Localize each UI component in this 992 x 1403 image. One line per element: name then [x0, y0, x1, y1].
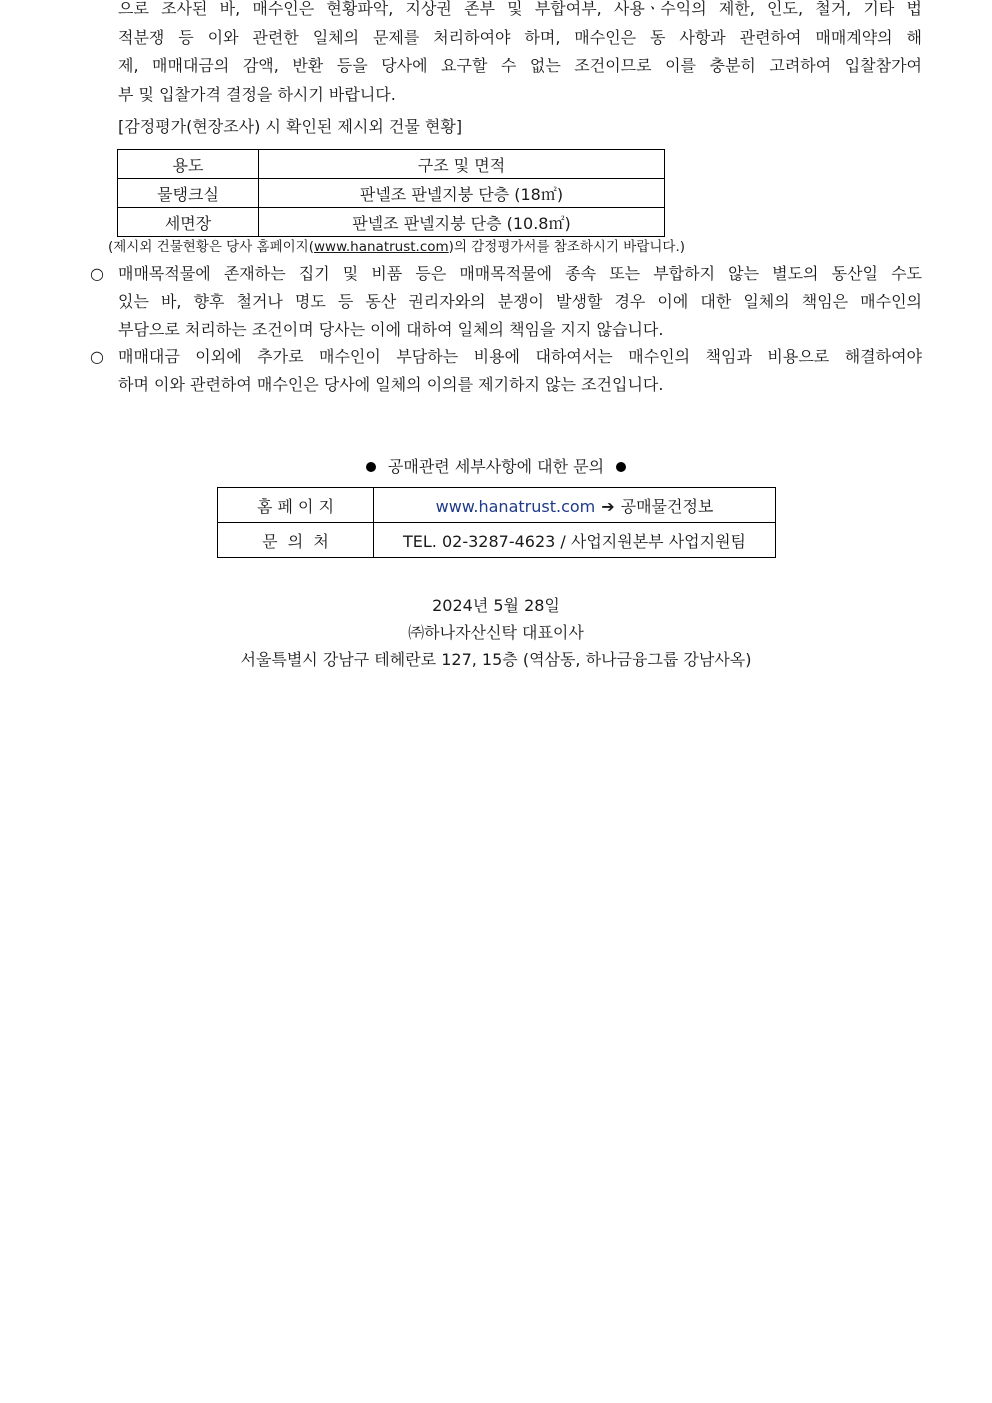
- header-usage: 용도: [118, 150, 259, 179]
- company-address: 서울특별시 강남구 테헤란로 127, 15층 (역삼동, 하나금융그룹 강남사옥): [240, 650, 752, 669]
- issue-date: 2024년 5월 28일: [432, 596, 560, 615]
- bullet-line: 하며 이와 관련하여 매수인은 당사에 일체의 이의를 제기하지 않는 조건입니다.: [118, 375, 664, 394]
- bullet-dot-icon: [616, 462, 626, 472]
- bullet-dot-icon: [366, 462, 376, 472]
- table-cell: 판넬조 판넬지붕 단층 (10.8㎡): [259, 208, 665, 237]
- building-table: [117, 149, 665, 237]
- note-prefix: (제시외 건물현황은 당사 홈페이지(: [108, 239, 314, 255]
- table-cell: 판넬조 판넬지붕 단층 (18㎡): [259, 179, 665, 208]
- bullet-line: 매매목적물에 존재하는 집기 및 비품 등은 매매목적물에 종속 또는 부합하지 않는 별도의 동산일 수도: [118, 264, 922, 283]
- table-row: [118, 208, 665, 237]
- intro-line: 적분쟁 등 이와 관련한 일체의 문제를 처리하여야 하며, 매수인은 동 사항과 관련하여 매매계약의 해: [118, 27, 922, 47]
- homepage-value: [374, 488, 776, 523]
- circle-bullet-icon: ○: [90, 347, 104, 366]
- circle-bullet-icon: ○: [90, 264, 104, 283]
- intro-line: 부 및 입찰가격 결정을 하시기 바랍니다.: [118, 84, 396, 104]
- note-suffix: )의 감정평가서를 참조하시기 바랍니다.): [448, 239, 686, 255]
- table-row: [118, 179, 665, 208]
- intro-paragraph: [118, 0, 922, 109]
- table-note: [108, 237, 685, 257]
- bullet-line: 매매대금 이외에 추가로 매수인이 부담하는 비용에 대하여서는 매수인의 책임과 비용으로 해결하여야: [118, 347, 922, 366]
- bullet-line: 부담으로 처리하는 조건이며 당사는 이에 대하여 일체의 책임을 지지 않습니다.: [118, 320, 664, 339]
- homepage-url-link[interactable]: www.hanatrust.com: [435, 496, 596, 516]
- table-cell: 세면장: [118, 208, 259, 237]
- table-header-row: [118, 150, 665, 179]
- inquiry-heading: [0, 455, 992, 479]
- table-caption: [감정평가(현장조사) 시 확인된 제시외 건물 현황]: [118, 117, 463, 136]
- bullet-item: [90, 343, 922, 399]
- bullet-line: 있는 바, 향후 철거나 명도 등 동산 권리자와의 분쟁이 발생할 경우 이에 대한 일체의 책임은 매수인의: [118, 292, 922, 311]
- inquiry-table: [217, 487, 776, 558]
- table-row: [218, 488, 776, 523]
- contact-label: 문 의 처: [218, 523, 374, 558]
- intro-line: 으로 조사된 바, 매수인은 현황파악, 지상권 존부 및 부합여부, 사용ㆍ수익의 제한, 인도, 철거, 기타 법: [118, 0, 922, 18]
- arrow-right-icon: ➔: [601, 496, 615, 516]
- contact-value: TEL. 02-3287-4623 / 사업지원본부 사업지원팀: [374, 523, 776, 558]
- homepage-label: 홈 페 이 지: [218, 488, 374, 523]
- intro-line: 제, 매매대금의 감액, 반환 등을 당사에 요구할 수 없는 조건이므로 이를 충분히 고려하여 입찰참가여: [118, 56, 922, 75]
- homepage-section: 공매물건정보: [620, 496, 714, 516]
- header-structure-area: 구조 및 면적: [259, 150, 665, 179]
- homepage-link[interactable]: www.hanatrust.com: [313, 239, 449, 255]
- company-name: ㈜하나자산신탁 대표이사: [408, 623, 584, 642]
- inquiry-title: 공매관련 세부사항에 대한 문의: [387, 457, 605, 476]
- bullet-item: [90, 260, 922, 344]
- table-row: [218, 523, 776, 558]
- table-cell: 물탱크실: [118, 179, 259, 208]
